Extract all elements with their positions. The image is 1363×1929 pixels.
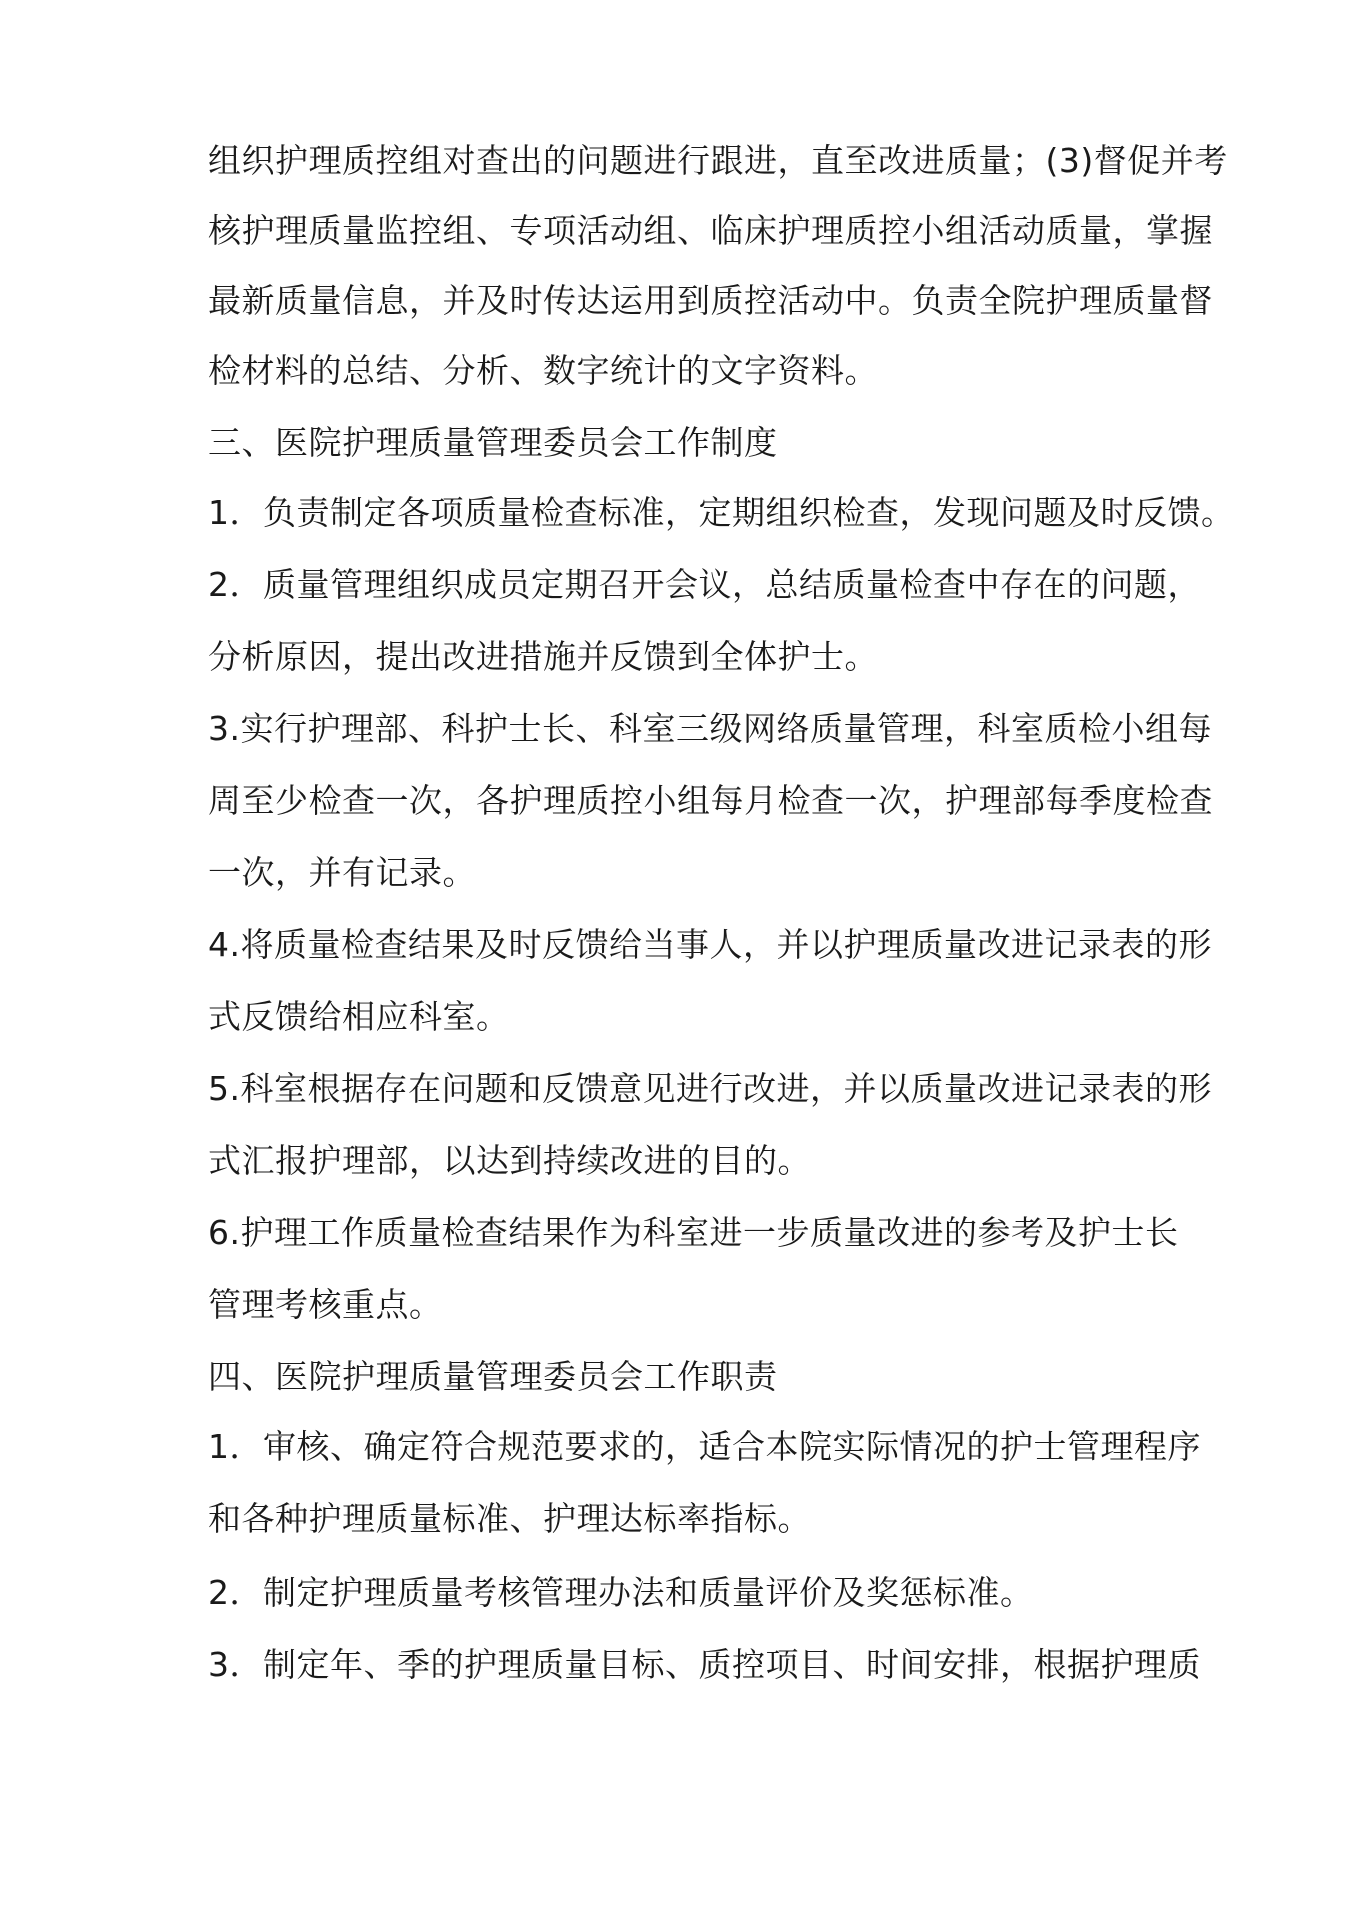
text-line: 式反馈给相应科室。 bbox=[208, 997, 510, 1036]
text-line: 最新质量信息，并及时传达运用到质控活动中。负责全院护理质量督 bbox=[208, 281, 1213, 320]
list-item: 4.将质量检查结果及时反馈给当事人，并以护理质量改进记录表的形 bbox=[208, 925, 1212, 964]
list-item: 3．制定年、季的护理质量目标、质控项目、时间安排，根据护理质 bbox=[208, 1645, 1201, 1684]
text-line: 检材料的总结、分析、数字统计的文字资料。 bbox=[208, 351, 878, 390]
text-line: 管理考核重点。 bbox=[208, 1285, 443, 1324]
text-line: 周至少检查一次，各护理质控小组每月检查一次，护理部每季度检查 bbox=[208, 781, 1213, 820]
text-line: 一次，并有记录。 bbox=[208, 853, 476, 892]
list-item: 5.科室根据存在问题和反馈意见进行改进，并以质量改进记录表的形 bbox=[208, 1069, 1212, 1108]
text-line: 组织护理质控组对查出的问题进行跟进，直至改进质量；(3)督促并考 bbox=[208, 141, 1228, 180]
text-line: 和各种护理质量标准、护理达标率指标。 bbox=[208, 1499, 811, 1538]
section-heading: 三、医院护理质量管理委员会工作制度 bbox=[208, 423, 778, 462]
list-item: 3.实行护理部、科护士长、科室三级网络质量管理，科室质检小组每 bbox=[208, 709, 1212, 748]
section-heading: 四、医院护理质量管理委员会工作职责 bbox=[208, 1357, 778, 1396]
list-item: 6.护理工作质量检查结果作为科室进一步质量改进的参考及护士长 bbox=[208, 1213, 1179, 1252]
text-line: 式汇报护理部，以达到持续改进的目的。 bbox=[208, 1141, 811, 1180]
list-item: 1．负责制定各项质量检查标准，定期组织检查，发现问题及时反馈。 bbox=[208, 493, 1235, 532]
text-line: 核护理质量监控组、专项活动组、临床护理质控小组活动质量，掌握 bbox=[208, 211, 1213, 250]
list-item: 2．质量管理组织成员定期召开会议，总结质量检查中存在的问题， bbox=[208, 565, 1201, 604]
list-item: 2．制定护理质量考核管理办法和质量评价及奖惩标准。 bbox=[208, 1573, 1034, 1612]
list-item: 1．审核、确定符合规范要求的，适合本院实际情况的护士管理程序 bbox=[208, 1427, 1201, 1466]
text-line: 分析原因，提出改进措施并反馈到全体护士。 bbox=[208, 637, 878, 676]
